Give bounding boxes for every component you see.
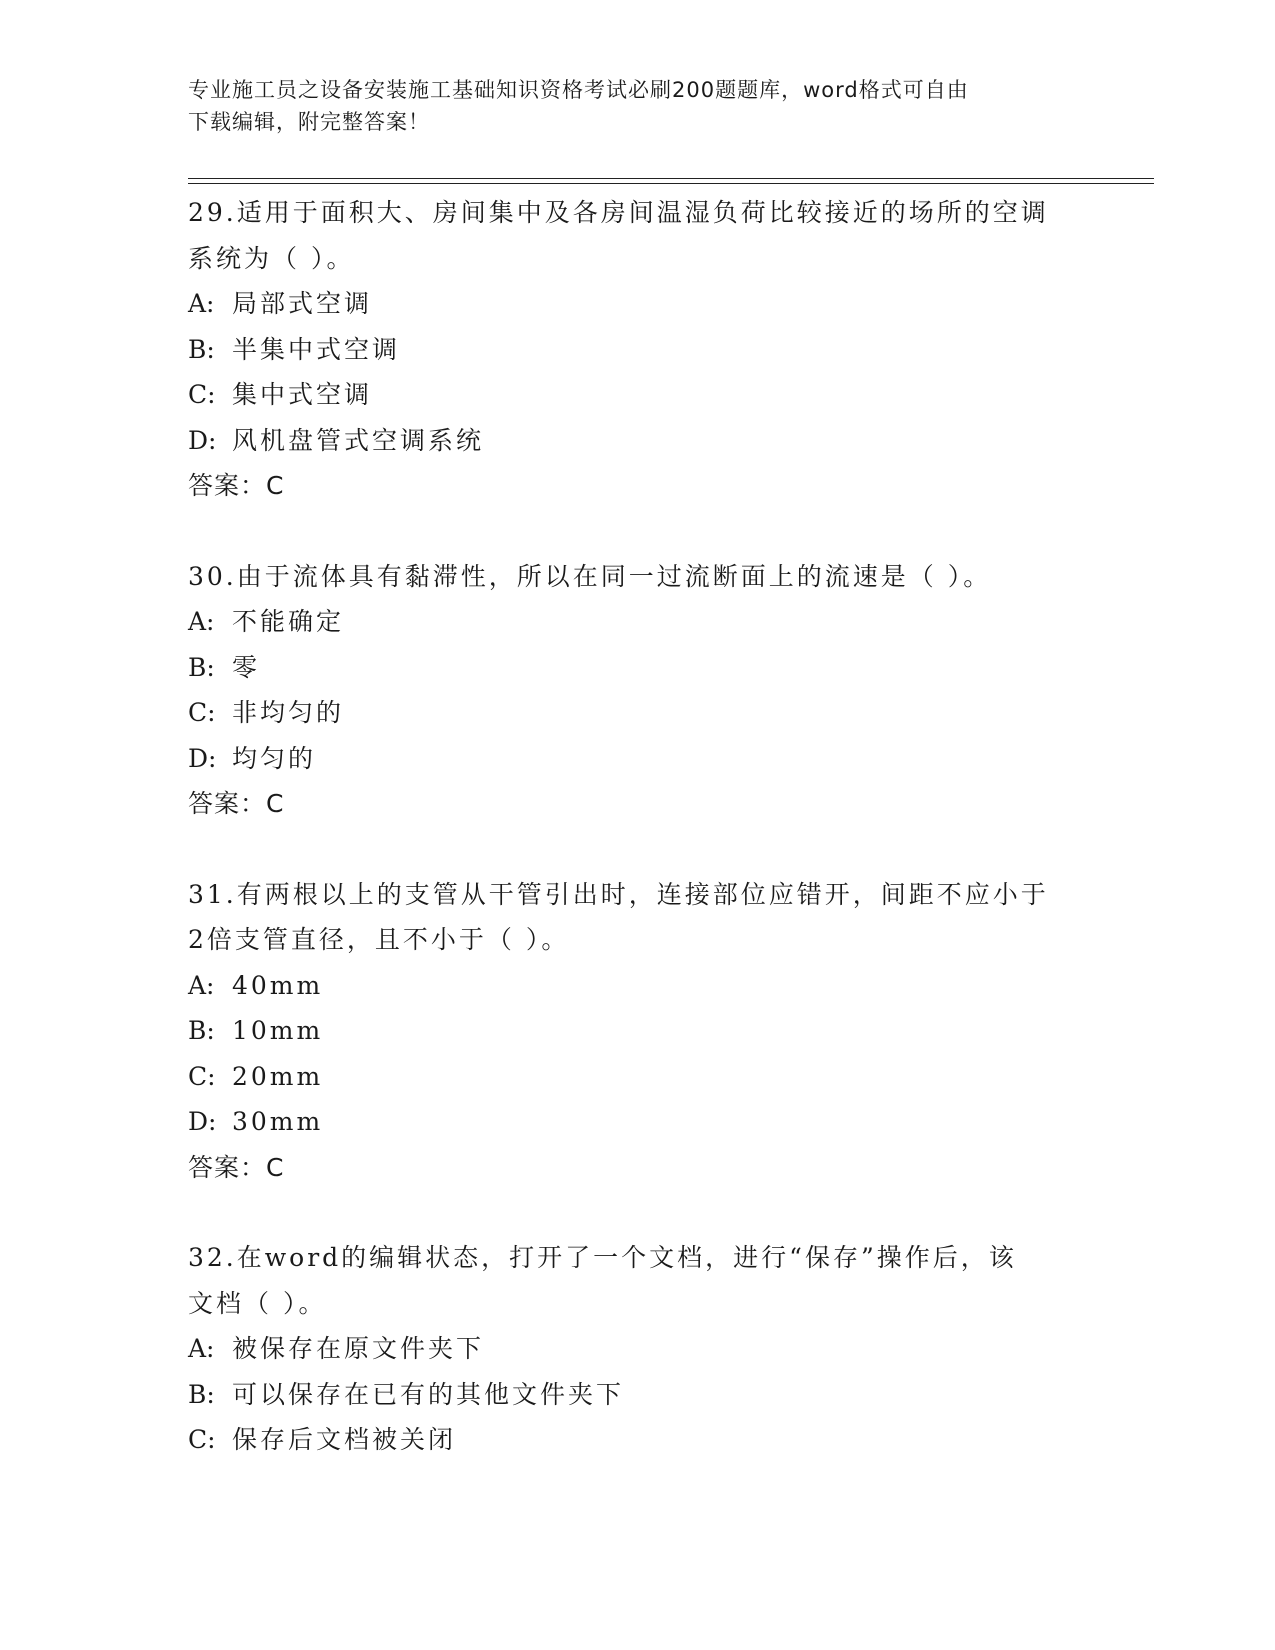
question-item [188, 554, 1088, 827]
option-text: 20mm [232, 1061, 324, 1091]
option-letter: A: [188, 607, 215, 636]
option-letter: A: [188, 289, 215, 318]
option-text: 40mm [232, 970, 324, 1000]
option-text: 可以保存在已有的其他文件夹下 [232, 1379, 625, 1409]
option-text: 被保存在原文件夹下 [232, 1334, 485, 1363]
answer-key: 答案：C [188, 1152, 285, 1182]
option-letter: B: [188, 1379, 215, 1409]
question-stem [188, 190, 1088, 281]
option-letter: B: [188, 334, 215, 364]
option-letter: A: [188, 970, 215, 1000]
option-text: 零 [232, 652, 261, 682]
option-text: 30mm [232, 1107, 324, 1136]
option-letter: B: [188, 652, 215, 682]
answer-option [188, 645, 1088, 691]
option-letter: C: [188, 1061, 216, 1091]
question-stem [188, 554, 1088, 600]
option-text: 集中式空调 [232, 380, 373, 409]
header-divider-top [188, 178, 1154, 179]
answer-option [188, 599, 1088, 645]
question-stem-line: 31.有两根以上的支管从干管引出时，连接部位应错开，间距不应小于 [188, 879, 1049, 909]
question-stem-line: 2倍支管直径，且不小于（ ）。 [188, 925, 570, 954]
option-letter: D: [188, 1107, 217, 1136]
answer-option [188, 1417, 1088, 1463]
question-list [188, 190, 1088, 1508]
answer-option [188, 736, 1088, 782]
option-text: 不能确定 [232, 607, 345, 636]
question-stem-line: 30.由于流体具有黏滞性，所以在同一过流断面上的流速是（ ）。 [188, 561, 992, 591]
answer-option [188, 1326, 1088, 1372]
option-text: 半集中式空调 [232, 334, 401, 364]
question-stem-line: 29.适用于面积大、房间集中及各房间温湿负荷比较接近的场所的空调 [188, 198, 1049, 227]
question-stem-line: 32.在word的编辑状态，打开了一个文档，进行“保存”操作后，该 [188, 1243, 1017, 1272]
answer-option [188, 281, 1088, 327]
header-line-1: 专业施工员之设备安装施工基础知识资格考试必刷200题题库，word格式可自由 [188, 78, 969, 102]
answer-option [188, 1008, 1088, 1054]
answer-key: 答案：C [188, 471, 285, 500]
option-text: 局部式空调 [232, 289, 373, 318]
option-letter: C: [188, 1425, 216, 1454]
answer-option [188, 372, 1088, 418]
header-divider-bottom [188, 183, 1154, 184]
question-item [188, 872, 1088, 1191]
document-header [188, 74, 1088, 138]
question-stem [188, 1235, 1088, 1326]
option-text: 10mm [232, 1016, 324, 1045]
option-text: 均匀的 [232, 743, 317, 773]
option-letter: D: [188, 425, 217, 455]
option-letter: B: [188, 1016, 215, 1045]
answer-option [188, 1372, 1088, 1418]
option-letter: A: [188, 1334, 215, 1363]
header-line-2: 下载编辑，附完整答案！ [188, 110, 430, 134]
answer-option [188, 1099, 1088, 1145]
answer-option [188, 1054, 1088, 1100]
option-letter: C: [188, 698, 216, 727]
answer-option [188, 690, 1088, 736]
option-letter: C: [188, 380, 216, 409]
question-item [188, 190, 1088, 509]
option-text: 保存后文档被关闭 [232, 1425, 457, 1454]
option-letter: D: [188, 743, 217, 773]
question-item [188, 1235, 1088, 1463]
answer-option [188, 327, 1088, 373]
option-text: 非均匀的 [232, 698, 345, 727]
option-text: 风机盘管式空调系统 [232, 425, 485, 455]
question-stem-line: 系统为（ ）。 [188, 243, 355, 273]
answer-option [188, 963, 1088, 1009]
answer-key: 答案：C [188, 789, 285, 818]
question-stem [188, 872, 1088, 963]
answer-option [188, 418, 1088, 464]
question-stem-line: 文档（ ）。 [188, 1288, 327, 1318]
